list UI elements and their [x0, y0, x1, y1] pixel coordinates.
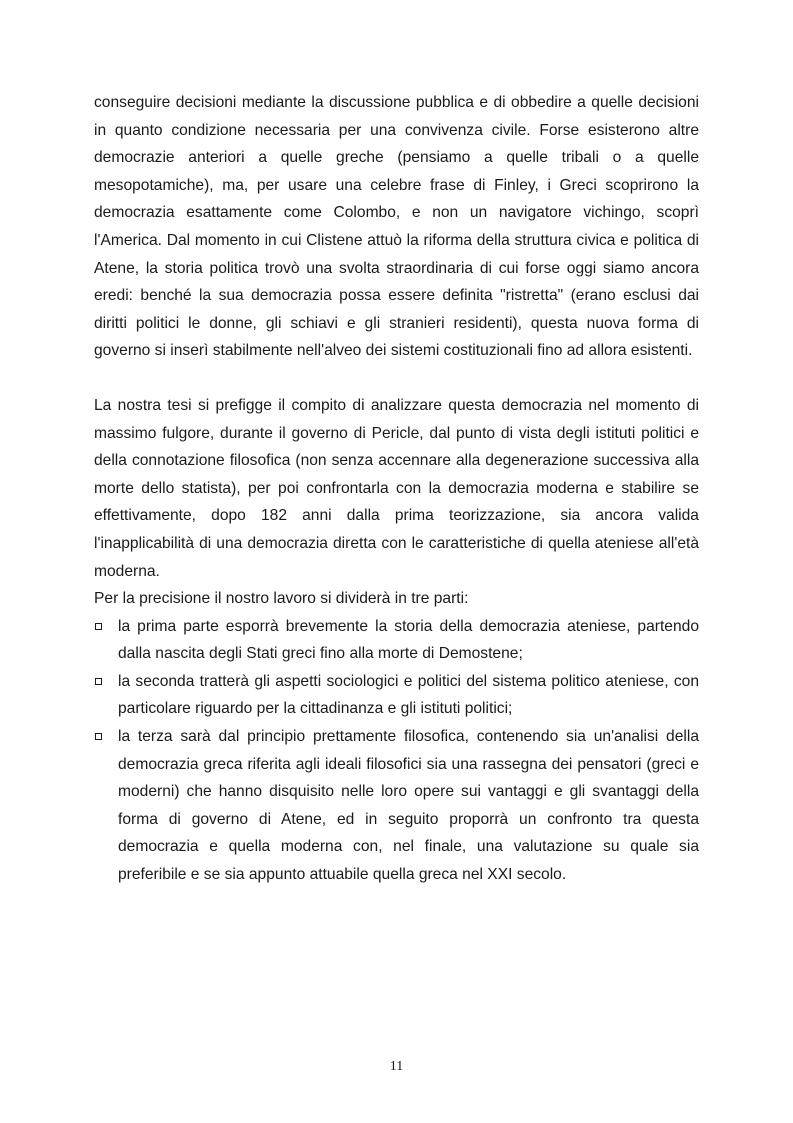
paragraph-spacer: [94, 365, 699, 392]
paragraph-parts-intro: Per la precisione il nostro lavoro si dividerà in tre parti:: [94, 590, 469, 608]
square-bullet-icon: [95, 678, 102, 685]
thesis-parts-list: [94, 613, 699, 889]
list-item-text: la terza sarà dal principio prettamente filosofica, contenendo sia un'analisi della democrazia greca riferita agli ideali filosofici sia una rassegna dei pensatori (greci e moderni) che hanno disquisito nelle loro opere sui vantaggi e gli svantaggi della forma di governo di Atene, ed in seguito proporrà un confronto tra questa democrazia e quella moderna con, nel finale, una valutazione su quale sia preferibile e se sia appunto attuabile quella greca nel XXI secolo.: [118, 728, 699, 884]
list-item-text: la seconda tratterà gli aspetti sociologici e politici del sistema politico ateniese, con particolare riguardo per la cittadinanza e gli istituti politici;: [118, 672, 699, 718]
paragraph-intro-continuation: conseguire decisioni mediante la discussione pubblica e di obbedire a quelle decisioni in quanto condizione necessaria per una convivenza civile. Forse esisterono altre democrazie anteriori a quelle greche (pensiamo a quelle tribali o a quelle mesopotamiche), ma, per usare una celebre frase di Finley, i Greci scoprirono la democrazia esattamente come Colombo, e non un navigatore vichingo, scoprì l'America. Dal momento in cui Clistene attuò la riforma della struttura civica e politica di Atene, la storia politica trovò una svolta straordinaria di cui forse oggi siamo ancora eredi: benché la sua democrazia possa essere definita "ristretta" (erano esclusi dai diritti politici le donne, gli schiavi e gli stranieri residenti), questa nuova forma di governo si inserì stabilmente nell'alveo dei sistemi costituzionali fino ad allora esistenti.: [94, 94, 699, 360]
square-bullet-icon: [95, 733, 102, 740]
page-number: 11: [389, 1059, 404, 1074]
paragraph-thesis-aim: La nostra tesi si prefigge il compito di analizzare questa democrazia nel momento di massimo fulgore, durante il governo di Pericle, dal punto di vista degli istituti politici e della connotazione filosofica (non senza accennare alla degenerazione successiva alla morte dello statista), per poi confrontarla con la democrazia moderna e stabilire se effettivamente, dopo 182 anni dalla prima teorizzazione, sia ancora valida l'inapplicabilità di una democrazia diretta con le caratteristiche di quella ateniese all'età moderna.: [94, 396, 699, 580]
page-body: [94, 89, 699, 889]
list-item-text: la prima parte esporrà brevemente la storia della democrazia ateniese, partendo dalla nascita degli Stati greci fino alla morte di Demostene;: [118, 617, 699, 663]
list-item: [94, 668, 699, 723]
square-bullet-icon: [95, 623, 102, 630]
list-item: [94, 613, 699, 668]
list-item: [94, 723, 699, 889]
